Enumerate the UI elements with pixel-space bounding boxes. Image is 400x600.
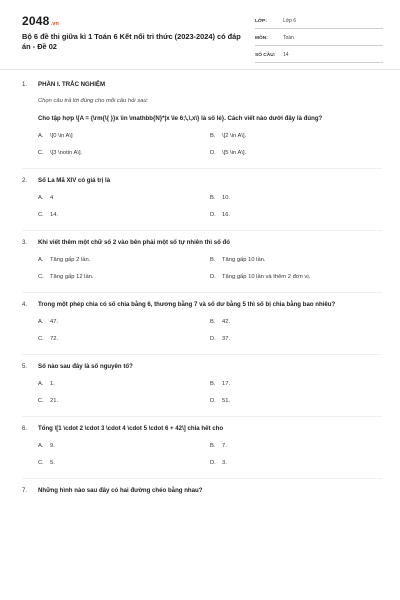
- instruction-text: Chọn câu trả lời đúng cho mỗi câu hỏi sau:: [38, 98, 149, 104]
- logo-suffix: .vn: [50, 21, 60, 27]
- option-text: 17.: [222, 381, 231, 387]
- option-text: 72.: [50, 336, 59, 342]
- answer-option-b[interactable]: [210, 132, 382, 149]
- option-letter: D.: [210, 212, 216, 218]
- answer-option-d[interactable]: [210, 211, 382, 228]
- option-text: 7.: [222, 443, 227, 449]
- question-divider: [22, 292, 382, 293]
- answer-option-a[interactable]: [38, 256, 210, 273]
- answer-option-c[interactable]: [38, 211, 210, 228]
- option-letter: A.: [38, 381, 44, 387]
- answer-option-d[interactable]: [210, 397, 382, 414]
- answer-options: [38, 256, 382, 290]
- question-number: 7.: [22, 487, 28, 494]
- option-letter: B.: [210, 257, 216, 263]
- answer-option-b[interactable]: [210, 318, 382, 335]
- option-letter: B.: [210, 443, 216, 449]
- option-text: \[5 \in A\].: [222, 150, 247, 156]
- question-number: 5.: [22, 363, 28, 370]
- option-text: Tăng gấp 10 lần và thêm 2 đơn vị.: [222, 274, 311, 280]
- option-letter: C.: [38, 274, 44, 280]
- document-header: [22, 12, 382, 64]
- option-letter: C.: [38, 336, 44, 342]
- question-item: [22, 486, 382, 495]
- answer-option-d[interactable]: [210, 335, 382, 352]
- option-letter: C.: [38, 150, 44, 156]
- answer-option-d[interactable]: [210, 273, 382, 290]
- option-letter: C.: [38, 212, 44, 218]
- option-letter: D.: [210, 150, 216, 156]
- question-text: Những hình nào sau đây có hai đường chéo bằng nhau?: [38, 487, 203, 494]
- option-text: \[0 \in A\]: [50, 133, 73, 139]
- question-list: [22, 80, 382, 495]
- answer-option-b[interactable]: [210, 442, 382, 459]
- option-text: 4: [50, 195, 54, 201]
- answer-options: [38, 132, 382, 166]
- meta-key: MÔN:: [255, 35, 268, 41]
- option-text: 47.: [50, 319, 59, 325]
- question-text: Khi viết thêm một chữ số 2 vào bên phải một số tự nhiên thì số đó: [38, 239, 230, 246]
- meta-row-class: [255, 14, 383, 29]
- option-text: 3.: [222, 460, 227, 466]
- option-text: 9.: [50, 443, 55, 449]
- question-text: Cho tập hợp \[A = {\rm{\{ }}x \in \mathbb{N}*|x \le 6;\,\,x\} là số lẻ}. Cách viết nào dưới đây là đúng?: [38, 115, 323, 122]
- question-number: 3.: [22, 239, 28, 246]
- question-item: [22, 300, 382, 352]
- question-number: 2.: [22, 177, 28, 184]
- meta-row-subject: [255, 31, 383, 46]
- option-text: 1.: [50, 381, 55, 387]
- section-heading: PHẦN I. TRẮC NGHIỆM: [38, 81, 106, 88]
- answer-option-d[interactable]: [210, 149, 382, 166]
- question-item: [22, 424, 382, 476]
- meta-row-count: [255, 48, 383, 63]
- answer-option-c[interactable]: [38, 273, 210, 290]
- meta-key: SỐ CÂU:: [255, 52, 276, 58]
- meta-value: 14: [283, 52, 289, 58]
- option-text: 21.: [50, 398, 59, 404]
- option-text: Tăng gấp 10 lần.: [222, 257, 266, 263]
- option-letter: B.: [210, 381, 216, 387]
- question-text: Trong một phép chia có số chia bằng 6, thương bằng 7 và số dư bằng 5 thì số bị chia bằng bao nhiêu?: [38, 301, 336, 308]
- question-item: [22, 362, 382, 414]
- answer-option-a[interactable]: [38, 380, 210, 397]
- answer-option-a[interactable]: [38, 194, 210, 211]
- answer-options: [38, 380, 382, 414]
- question-text: Số La Mã XIV có giá trị là: [38, 177, 111, 184]
- option-text: 16.: [222, 212, 231, 218]
- question-number: 6.: [22, 425, 28, 432]
- option-letter: A.: [38, 257, 44, 263]
- document-title: Bộ 6 đề thi giữa kì 1 Toán 6 Kết nối tri thức (2023-2024) có đáp án - Đề 02: [22, 32, 241, 51]
- question-divider: [22, 478, 382, 479]
- meta-value: Toán: [283, 35, 294, 41]
- option-letter: D.: [210, 460, 216, 466]
- option-text: 42.: [222, 319, 231, 325]
- option-text: Tăng gấp 2 lần.: [50, 257, 91, 263]
- answer-option-c[interactable]: [38, 397, 210, 414]
- answer-option-a[interactable]: [38, 318, 210, 335]
- answer-options: [38, 194, 382, 228]
- option-letter: A.: [38, 195, 44, 201]
- option-letter: C.: [38, 460, 44, 466]
- question-divider: [22, 354, 382, 355]
- question-text: Số nào sau đây là số nguyên tố?: [38, 363, 133, 370]
- option-letter: D.: [210, 398, 216, 404]
- option-text: 51.: [222, 398, 231, 404]
- question-divider: [22, 168, 382, 169]
- question-item: [22, 238, 382, 290]
- question-divider: [22, 416, 382, 417]
- answer-option-c[interactable]: [38, 335, 210, 352]
- option-letter: A.: [38, 443, 44, 449]
- answer-option-d[interactable]: [210, 459, 382, 476]
- document-meta: [255, 14, 383, 65]
- option-text: Tăng gấp 12 lần.: [50, 274, 94, 280]
- option-text: 14.: [50, 212, 59, 218]
- meta-value: Lớp 6: [283, 18, 297, 24]
- question-item: [22, 176, 382, 228]
- question-divider: [22, 230, 382, 231]
- answer-option-b[interactable]: [210, 194, 382, 211]
- option-letter: D.: [210, 336, 216, 342]
- option-letter: B.: [210, 319, 216, 325]
- option-text: \[2 \in A\].: [222, 133, 247, 139]
- option-letter: A.: [38, 319, 44, 325]
- logo-main: 2048: [22, 14, 50, 28]
- option-letter: B.: [210, 133, 216, 139]
- option-text: 5.: [50, 460, 55, 466]
- answer-options: [38, 442, 382, 476]
- question-number: 1.: [22, 81, 28, 88]
- answer-option-a[interactable]: [38, 442, 210, 459]
- answer-option-b[interactable]: [210, 380, 382, 397]
- answer-option-b[interactable]: [210, 256, 382, 273]
- question-item: [22, 80, 382, 166]
- answer-options: [38, 318, 382, 352]
- question-number: 4.: [22, 301, 28, 308]
- answer-option-c[interactable]: [38, 149, 210, 166]
- meta-key: LỚP:: [255, 18, 267, 24]
- answer-option-c[interactable]: [38, 459, 210, 476]
- option-letter: A.: [38, 133, 44, 139]
- option-letter: B.: [210, 195, 216, 201]
- site-logo[interactable]: [22, 14, 59, 28]
- header-divider: [0, 69, 400, 70]
- option-text: 10.: [222, 195, 231, 201]
- option-letter: C.: [38, 398, 44, 404]
- option-letter: D.: [210, 274, 216, 280]
- option-text: 37.: [222, 336, 231, 342]
- answer-option-a[interactable]: [38, 132, 210, 149]
- question-text: Tổng \[1 \cdot 2 \cdot 3 \cdot 4 \cdot 5 \cdot 6 + 42\] chia hết cho: [38, 425, 224, 432]
- option-text: \[3 \notin A\].: [50, 150, 83, 156]
